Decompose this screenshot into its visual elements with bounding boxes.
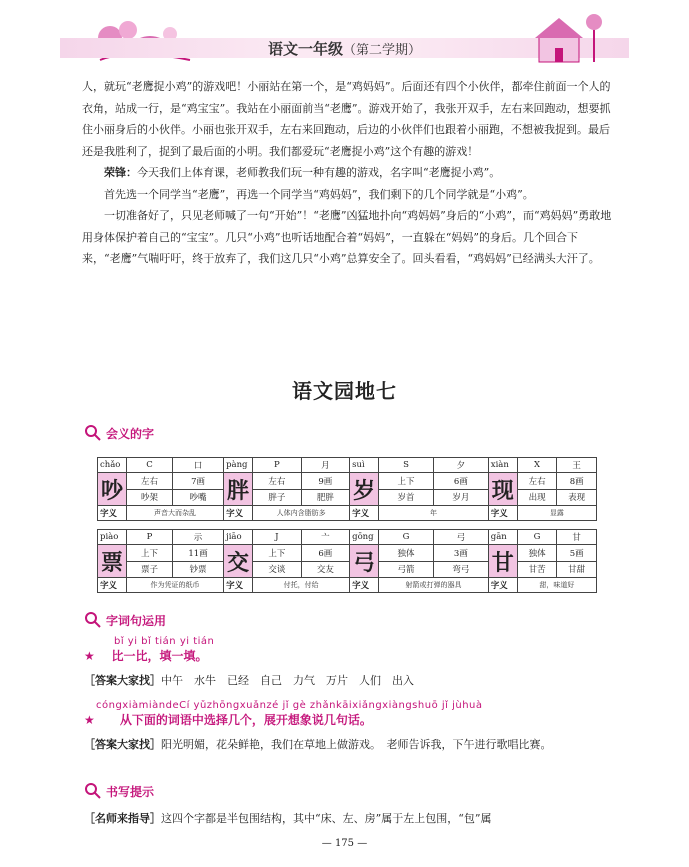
writing-guidance [84,808,624,829]
char-word: 交友 [301,561,350,578]
answer-label: ［答案大家找］ [84,738,161,751]
pinyin-line: bǐ yi bǐ tián yi tián [114,636,215,647]
char-structure: 左右 [127,473,173,490]
char-word: 票子 [127,561,173,578]
meaning-label: 字义 [488,578,517,593]
answer-line [84,808,624,829]
subheading-word-usage [84,611,166,629]
char-meaning: 显露 [517,506,596,521]
char-meaning: 付托，付给 [253,578,350,593]
char-word: 吵嘴 [173,489,224,506]
char-meaning: 声音大而杂乱 [127,506,224,521]
meaning-label: 字义 [224,578,253,593]
table-spacer [98,521,597,530]
char-word: 弯弓 [433,561,488,578]
char-word: 甘苦 [517,561,557,578]
answer-text: 中午 水牛 已经 自己 力气 万片 人们 出入 [161,674,414,687]
title-text: 语文一年级 [267,40,343,58]
char-word: 弓箭 [379,561,434,578]
char-structure: 上下 [253,545,302,562]
char-glyph: 现 [488,473,517,506]
page-number: — 175 — [321,838,368,849]
char-structure: 上下 [127,545,173,562]
char-radical: 弓 [433,530,488,545]
char-strokes: 6画 [433,473,488,490]
char-word: 胖子 [253,489,302,506]
paragraph: 一切准备好了，只见老师喊了一句“开始”！“老鹰”凶猛地扑向“鸡妈妈”身后的“小鸡”，而“鸡妈妈”勇敢地用身体保护着自己的“宝宝”。几只“小鸡”也听话地配合着“妈妈”，一直躲在“妈妈”的身后。几个回合下来，“老鹰”气喘吁吁，终于放弃了，我们这几只“小鸡”总算安全了。回头看看，“鸡妈妈”已经满头大汗了。 [82,209,612,265]
pinyin-line: cóngxiàmiàndeCí yǔzhōngxuǎnzé jǐ gè zhǎnkāixiǎngxiàngshuō jǐ jùhuà [96,700,483,711]
story-passage [82,76,612,270]
char-radical: 示 [173,530,224,545]
exercise-title [84,711,624,728]
char-pinyin: chǎo [98,458,127,473]
char-meaning: 甜，味道好 [517,578,596,593]
char-radical: 王 [557,458,597,473]
answer-label: ［名师来指导］ [84,812,161,825]
paragraph [82,162,612,184]
house-decoration-icon [509,8,609,72]
char-word: 出现 [517,489,557,506]
subheading-text: 会义的字 [106,426,155,441]
char-radical: 甘 [557,530,597,545]
char-structure: 独体 [379,545,434,562]
page-header [0,0,689,72]
char-meaning: 年 [379,506,489,521]
magnifier-icon [84,782,102,800]
star-icon: ★ [84,713,95,727]
section-title: 语文园地七 [292,379,397,403]
answer-text: 这四个字都是半包围结构，其中“床、左、房”属于左上包围，“包”属 [161,812,492,825]
subheading-text: 字词句运用 [106,613,167,628]
char-pinyin: piào [98,530,127,545]
char-letter: G [379,530,434,545]
char-radical: 月 [301,458,350,473]
char-meaning: 射箭或打弹的器具 [379,578,489,593]
exercise-title [84,647,624,664]
char-strokes: 5画 [557,545,597,562]
char-strokes: 8画 [557,473,597,490]
char-letter: P [127,530,173,545]
exercise-compare [84,636,624,691]
magnifier-icon [84,424,102,442]
char-radical: 夕 [433,458,488,473]
subheading-char-meaning [84,424,154,442]
char-word: 表现 [557,489,597,506]
char-word: 钞票 [173,561,224,578]
char-pinyin: gōng [350,530,379,545]
char-word: 吵架 [127,489,173,506]
speaker-label: 荣锋： [104,166,137,179]
answer-line [84,670,624,691]
char-letter: P [253,458,302,473]
meaning-label: 字义 [98,506,127,521]
answer-text: 阳光明媚，花朵鲜艳，我们在草地上做游戏。 老师告诉我，下午进行歌唱比赛。 [161,738,552,751]
paragraph: 人，就玩“老鹰捉小鸡”的游戏吧！小丽站在第一个，是“鸡妈妈”。后面还有四个小伙伴，都牵住前面一个人的衣角，站成一行，是“鸡宝宝”。我站在小丽面前当“老鹰”。游戏开始了，我张开双手，左右来回跑动，想要抓住小丽身后的小伙伴。小丽也张开双手，左右来回跑动，后边的小伙伴们也跟着小丽跑，不想被我捉到。最后还是我胜利了，捉到了最后面的小明。我们都爱玩“老鹰捉小鸡”这个有趣的游戏！ [82,80,611,158]
char-word: 岁首 [379,489,434,506]
meaning-label: 字义 [488,506,517,521]
subtitle-text: （第二学期） [343,43,422,58]
meaning-label: 字义 [224,506,253,521]
char-word: 交谈 [253,561,302,578]
char-word: 甘甜 [557,561,597,578]
char-structure: 左右 [253,473,302,490]
char-meaning: 作为凭证的纸币 [127,578,224,593]
char-structure: 独体 [517,545,557,562]
char-strokes: 7画 [173,473,224,490]
char-glyph: 岁 [350,473,379,506]
exercise-title-text: 比一比，填一填。 [111,649,208,663]
char-letter: J [253,530,302,545]
char-strokes: 3画 [433,545,488,562]
char-structure: 上下 [379,473,434,490]
char-radical: 亠 [301,530,350,545]
char-structure: 左右 [517,473,557,490]
subheading-writing-tips [84,782,154,800]
exercise-sentences [84,700,624,755]
paragraph: 首先选一个同学当“老鹰”，再选一个同学当“鸡妈妈”，我们剩下的几个同学就是“小鸡”。 [104,187,534,201]
meaning-label: 字义 [350,578,379,593]
char-pinyin: pàng [224,458,253,473]
meaning-label: 字义 [98,578,127,593]
char-letter: X [517,458,557,473]
char-glyph: 弓 [350,545,379,578]
char-strokes: 11画 [173,545,224,562]
answer-label: ［答案大家找］ [84,674,161,687]
char-glyph: 票 [98,545,127,578]
character-table [97,457,597,593]
char-glyph: 交 [224,545,253,578]
exercise-title-text: 从下面的词语中选择几个，展开想象说几句话。 [119,713,372,727]
char-glyph: 吵 [98,473,127,506]
answer-line [84,734,624,755]
char-word: 岁月 [433,489,488,506]
char-word: 肥胖 [301,489,350,506]
char-meaning: 人体内含脂肪多 [253,506,350,521]
char-letter: G [517,530,557,545]
char-glyph: 胖 [224,473,253,506]
char-pinyin: suì [350,458,379,473]
star-icon: ★ [84,649,95,663]
subheading-text: 书写提示 [106,784,155,799]
paragraph-text: 今天我们上体育课，老师教我们玩一种有趣的游戏，名字叫“老鹰捉小鸡”。 [137,166,501,179]
char-pinyin: jiāo [224,530,253,545]
char-strokes: 6画 [301,545,350,562]
char-radical: 口 [173,458,224,473]
char-letter: C [127,458,173,473]
char-glyph: 甘 [488,545,517,578]
char-strokes: 9画 [301,473,350,490]
char-letter: S [379,458,434,473]
meaning-label: 字义 [350,506,379,521]
char-pinyin: xiàn [488,458,517,473]
magnifier-icon [84,611,102,629]
char-pinyin: gān [488,530,517,545]
